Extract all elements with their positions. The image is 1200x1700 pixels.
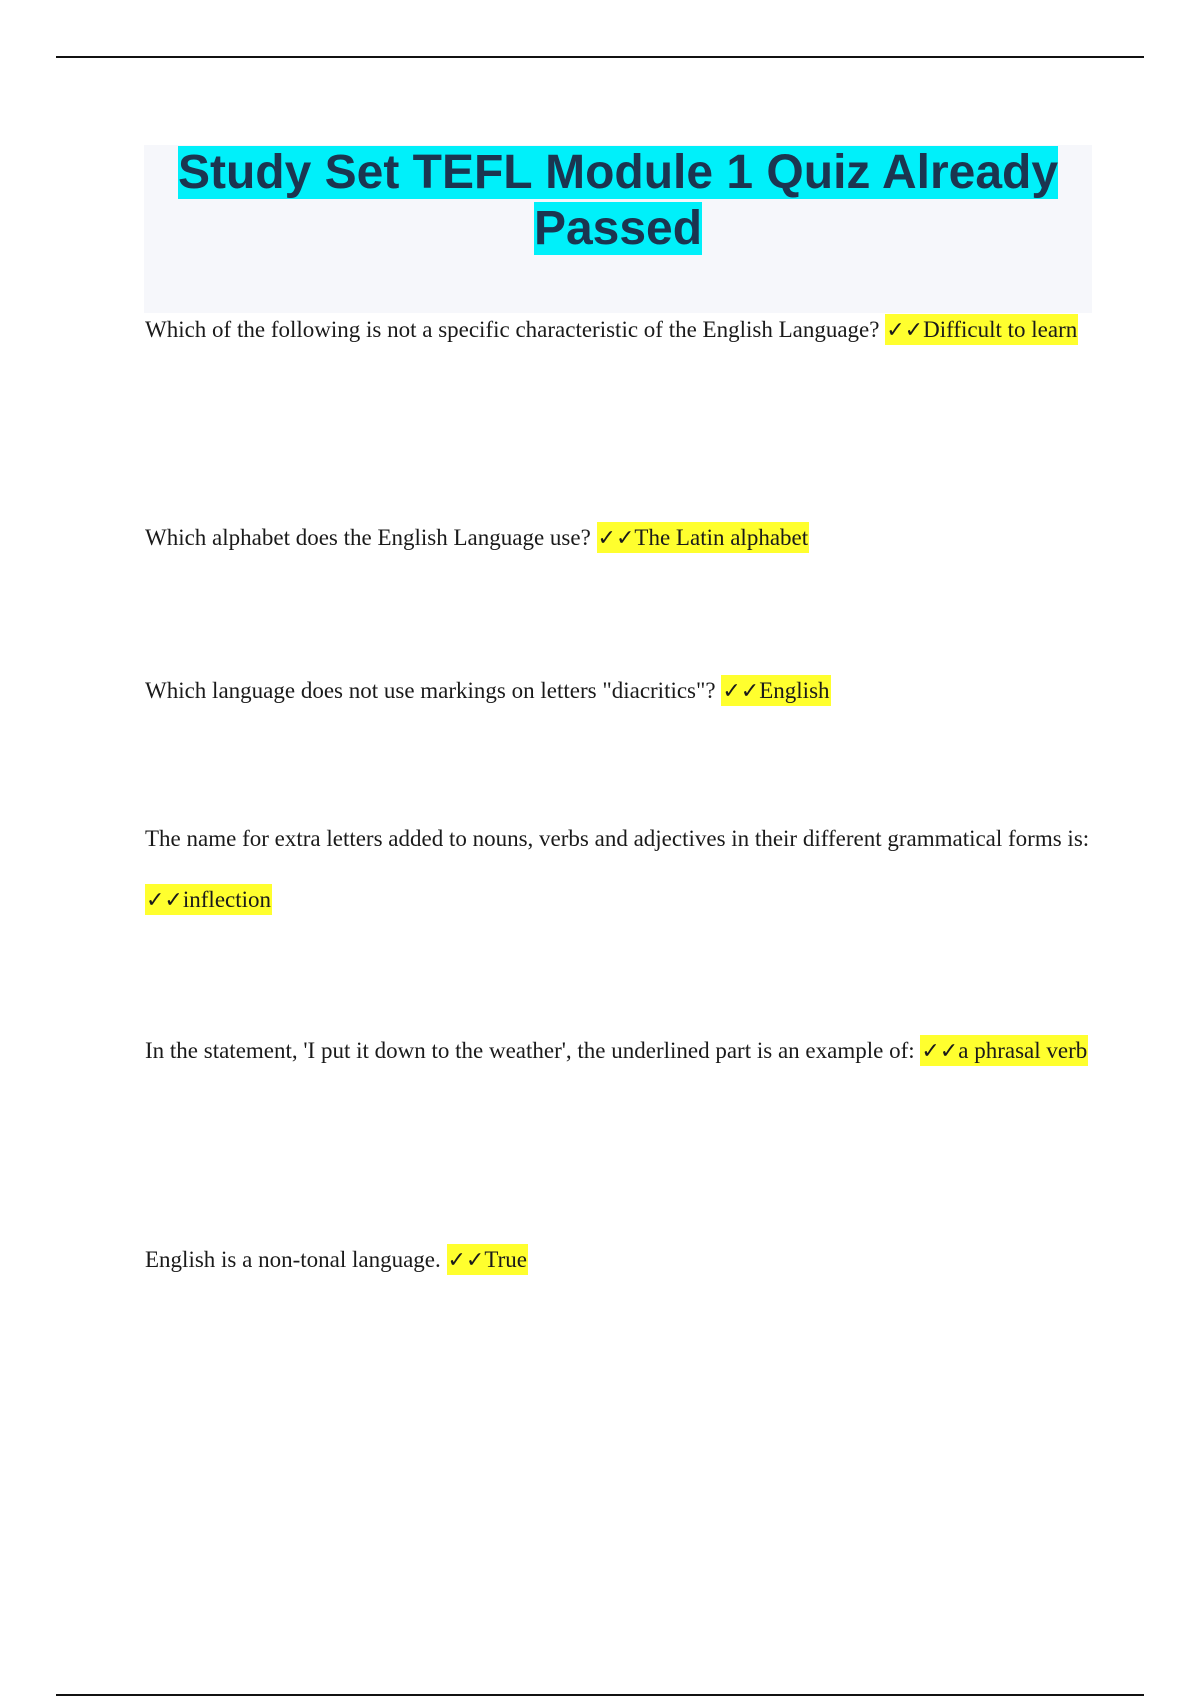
qa-item-5 [145,1020,1105,1082]
document-title: Study Set TEFL Module 1 Quiz Already Passed [177,146,1059,255]
answer-highlight [145,884,272,915]
answer-text: True [484,1247,527,1272]
answer-text: inflection [182,887,272,912]
double-check-icon: ✓✓ [921,1039,959,1064]
top-rule [56,56,1144,58]
question-text: Which of the following is not a specific characteristic of the English Language? [145,317,880,342]
answer-text: English [759,678,830,703]
answer-text: a phrasal verb [958,1038,1088,1063]
question-text: In the statement, 'I put it down to the weather', the underlined part is an example of: [145,1038,915,1063]
answer-highlight [885,314,1078,345]
answer-text: The Latin alphabet [634,525,809,550]
question-text: The name for extra letters added to nouns, verbs and adjectives in their different grammatical forms is: [145,826,1090,851]
question-text: English is a non-tonal language. [145,1247,441,1272]
qa-item-2 [145,507,1105,569]
qa-item-4 [145,808,1105,931]
bottom-rule [56,1694,1144,1696]
title-box [144,145,1092,313]
answer-highlight [597,522,810,553]
qa-item-1 [145,299,1105,361]
qa-item-6 [145,1229,1105,1291]
answer-highlight [447,1244,528,1275]
question-text: Which language does not use markings on letters "diacritics"? [145,678,716,703]
double-check-icon: ✓✓ [722,679,760,704]
question-text: Which alphabet does the English Language use? [145,525,591,550]
answer-highlight [920,1035,1088,1066]
answer-highlight [721,675,830,706]
qa-item-3 [145,660,1105,722]
double-check-icon: ✓✓ [886,318,924,343]
double-check-icon: ✓✓ [146,888,183,913]
double-check-icon: ✓✓ [597,526,635,551]
answer-text: Difficult to learn [923,317,1078,342]
double-check-icon: ✓✓ [447,1248,485,1273]
